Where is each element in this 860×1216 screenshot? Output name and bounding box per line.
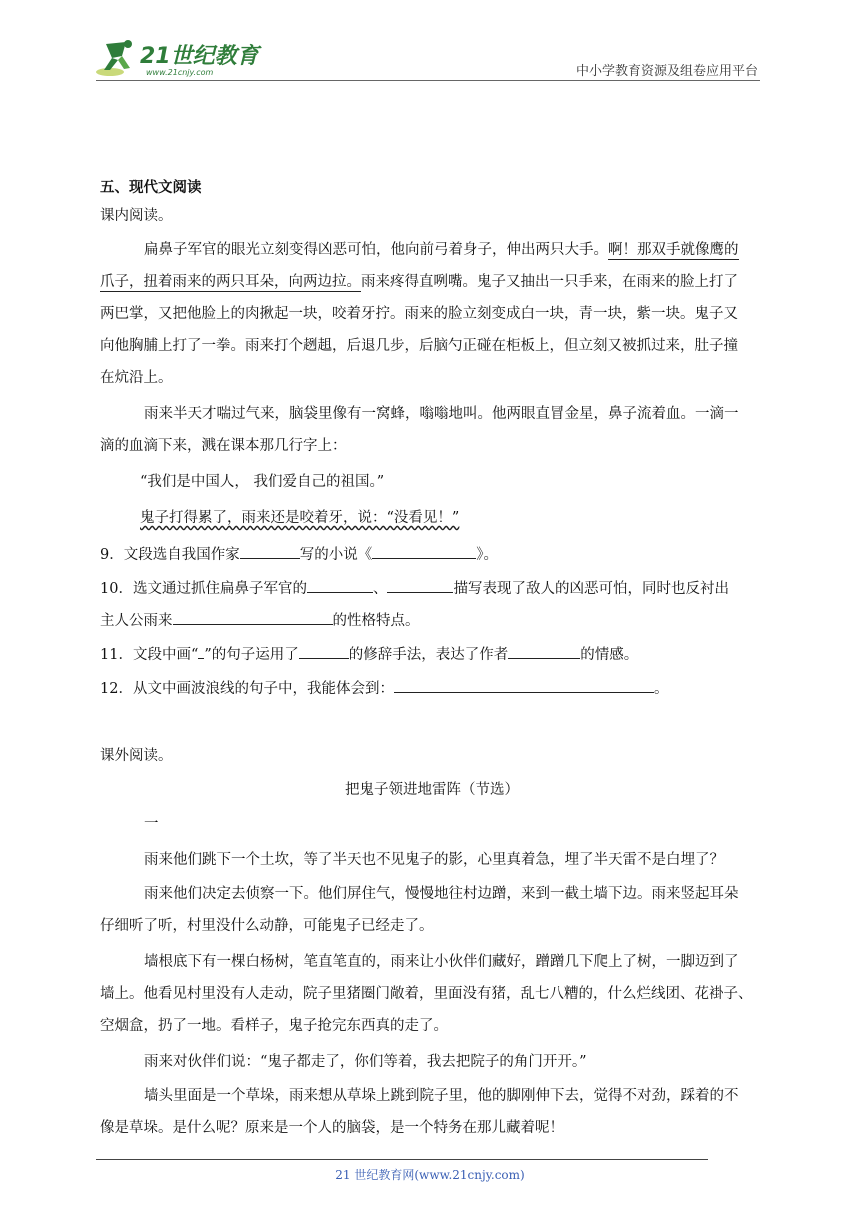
question-12: 12．从文中画波浪线的句子中，我能体会到： 。 <box>100 678 668 699</box>
in-class-label: 课内阅读。 <box>100 208 173 224</box>
answer-blank-character[interactable] <box>173 610 333 625</box>
passage-line <box>100 272 738 292</box>
platform-name: 中小学教育资源及组卷应用平台 <box>575 64 758 79</box>
article-line: 墙上。他看见村里没有人走动，院子里猪圈门敞着，里面没有猪，乱七八糟的，什么烂线团、花褂子、 <box>100 986 753 1002</box>
underlined-sentence: 爪子，扭着雨来的两只耳朵，向两边拉。 <box>100 274 361 290</box>
article-line: 雨来他们决定去侦察一下。他们屏住气，慢慢地往村边蹭，来到一截土墙下边。雨来竖起耳朵 <box>144 886 739 902</box>
section-title: 五、现代文阅读 <box>100 180 202 196</box>
runner-icon <box>96 40 132 76</box>
wavy-underlined-sentence: 鬼子打得累了，雨来还是咬着牙，说：“没看见！” <box>140 510 460 526</box>
passage-text: 雨来疼得直咧嘴。鬼子又抽出一只手来，在雨来的脸上打了 <box>361 274 738 290</box>
logo-text: 21世纪教育 <box>140 44 259 69</box>
article-line: 像是草垛。是什么呢？原来是一个人的脑袋，是一个特务在那儿藏着呢！ <box>100 1120 564 1136</box>
article-line: 雨来对伙伴们说：“鬼子都走了，你们等着，我去把院子的角门开开。” <box>144 1054 587 1070</box>
answer-blank-author[interactable] <box>240 544 300 559</box>
article-line: 空烟盒，扔了一地。看样子，鬼子抢完东西真的走了。 <box>100 1018 448 1034</box>
extra-reading-label: 课外阅读。 <box>100 748 173 764</box>
passage-line: 两巴掌，又把他脸上的肉揪起一块，咬着牙拧。雨来的脸立刻变成白一块，青一块，紫一块。鬼子又 <box>100 306 738 322</box>
answer-blank-emotion[interactable] <box>508 644 580 659</box>
question-11: 11．文段中画“ ”的句子运用了 的修辞手法，表达了作者 的情感。 <box>100 644 638 665</box>
answer-blank-description-1[interactable] <box>307 578 373 593</box>
logo-graphic <box>96 38 266 78</box>
passage-line: 向他胸脯上打了一拳。雨来打个趔趄，后退几步，后脑勺正碰在柜板上，但立刻又被抓过来，肚子撞 <box>100 338 738 354</box>
underlined-sentence: 啊！那双手就像鹰的 <box>608 242 739 258</box>
part-number: 一 <box>144 816 159 832</box>
logo-url: www.21cnjy.com <box>146 68 214 77</box>
passage-line: 在炕沿上。 <box>100 370 173 386</box>
answer-blank-rhetoric[interactable] <box>299 644 349 659</box>
passage-text: 扁鼻子军官的眼光立刻变得凶恶可怕，他向前弓着身子，伸出两只大手。 <box>144 242 608 258</box>
footer-link[interactable]: 21 世纪教育网(www.21cnjy.com) <box>335 1168 525 1182</box>
site-logo[interactable] <box>96 38 266 78</box>
article-line: 墙根底下有一棵白杨树，笔直笔直的，雨来让小伙伴们藏好，蹭蹭几下爬上了树，一脚迈到了 <box>144 954 739 970</box>
article-title: 把鬼子领进地雷阵（节选） <box>345 782 519 798</box>
article-line: 墙头里面是一个草垛，雨来想从草垛上跳到院子里，他的脚刚伸下去，觉得不对劲，踩着的不 <box>144 1088 739 1104</box>
question-10: 10．选文通过抓住扁鼻子军官的 、 描写表现了敌人的凶恶可怕，同时也反衬出 <box>100 578 729 599</box>
question-9: 9．文段选自我国作家 写的小说《 》。 <box>100 544 498 565</box>
answer-blank-understanding[interactable] <box>394 678 654 693</box>
footer-divider <box>96 1159 708 1160</box>
question-10-cont: 主人公雨来 的性格特点。 <box>100 610 420 631</box>
wavy-quote-line <box>140 508 459 528</box>
passage-line: 雨来半天才喘过气来，脑袋里像有一窝蜂，嗡嗡地叫。他两眼直冒金星，鼻子流着血。一滴一 <box>144 406 739 422</box>
passage-line <box>144 240 739 260</box>
article-line: 雨来他们跳下一个土坎，等了半天也不见鬼子的影，心里真着急，埋了半天雷不是白埋了？ <box>144 852 724 868</box>
page-header <box>96 30 760 80</box>
quote-line: “我们是中国人， 我们爱自己的祖国。” <box>140 474 385 490</box>
passage-line: 滴的血滴下来，溅在课本那几行字上： <box>100 438 347 454</box>
answer-blank-description-2[interactable] <box>387 578 453 593</box>
header-divider <box>96 80 760 81</box>
article-line: 仔细听了听，村里没什么动静，可能鬼子已经走了。 <box>100 918 434 934</box>
answer-blank-novel[interactable] <box>372 544 476 559</box>
